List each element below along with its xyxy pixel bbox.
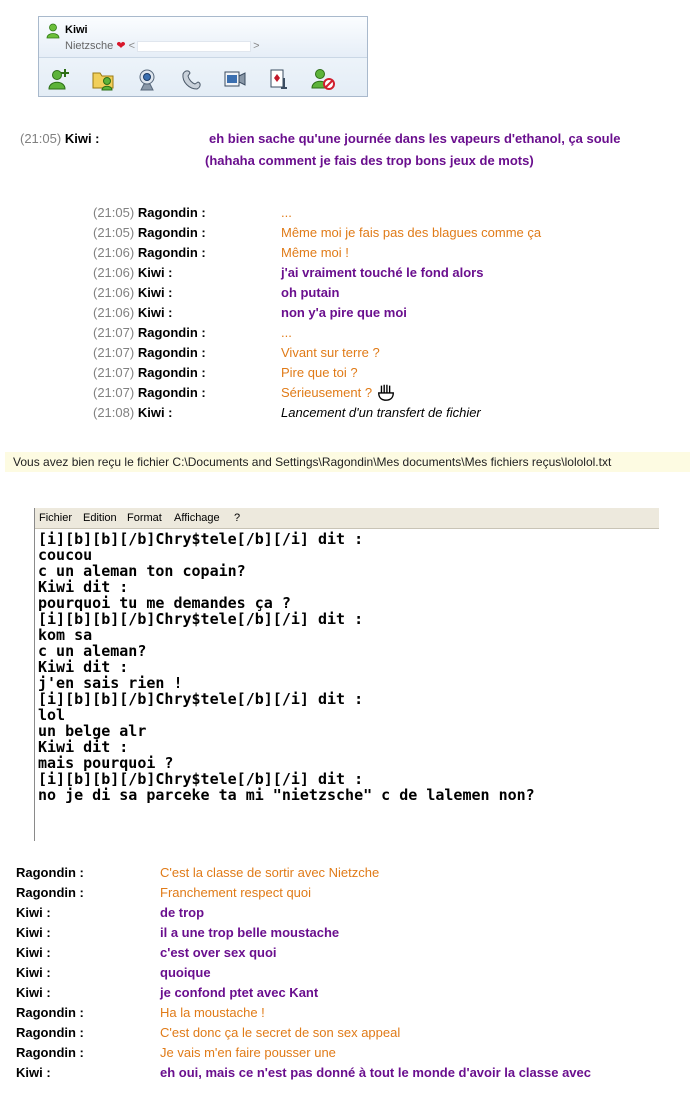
- message-text: Même moi !: [281, 245, 349, 260]
- sender-name: Ragondin :: [16, 1045, 84, 1060]
- message-text: Pire que toi ?: [281, 365, 358, 380]
- menu-help[interactable]: ?: [234, 512, 241, 524]
- message-text: Franchement respect quoi: [160, 885, 312, 900]
- message-text: ...: [281, 325, 292, 340]
- menu-fichier[interactable]: Fichier: [39, 512, 73, 524]
- message-text: Je vais m'en faire pousser une: [160, 1045, 336, 1060]
- notepad-line: pourquoi tu me demandes ça ?: [38, 594, 291, 612]
- sender-name: Kiwi :: [16, 1065, 51, 1080]
- timestamp: (21:08): [93, 405, 135, 420]
- personal-message-bar: [137, 41, 251, 52]
- timestamp: (21:05): [93, 205, 135, 220]
- sender-name: Kiwi :: [16, 925, 51, 940]
- sender-name: Kiwi :: [16, 985, 51, 1000]
- notepad-line: [i][b][b][/b]Chry$tele[/b][/i] dit :: [38, 690, 364, 708]
- conversation-toolbar: [39, 63, 367, 95]
- sender-name: Ragondin :: [137, 325, 206, 340]
- message-text: non y'a pire que moi: [281, 305, 407, 320]
- contact-status-text: Nietzsche: [65, 40, 114, 52]
- notepad-line: Kiwi dit :: [38, 578, 129, 596]
- message-text: oh putain: [281, 285, 340, 300]
- notepad-line: mais pourquoi ?: [38, 754, 174, 772]
- chat-line-header: [93, 205, 206, 221]
- timestamp: (21:07): [93, 365, 135, 380]
- message-text: Même moi je fais pas des blagues comme ça: [281, 225, 542, 240]
- next-arrow-icon[interactable]: >: [253, 40, 260, 52]
- call-icon[interactable]: [177, 66, 205, 92]
- notepad-line: [i][b][b][/b]Chry$tele[/b][/i] dit :: [38, 530, 364, 548]
- notepad-window: [34, 508, 659, 841]
- message-text: C'est donc ça le secret de son sex appeal: [160, 1025, 401, 1040]
- message-text: il a une trop belle moustache: [160, 925, 340, 940]
- video-clip-icon[interactable]: [221, 66, 249, 92]
- message-text: Vivant sur terre ?: [281, 345, 380, 360]
- chat-line-header: [93, 245, 206, 261]
- sender-name: Kiwi :: [64, 131, 100, 146]
- block-contact-icon[interactable]: [309, 66, 337, 92]
- chat-line-header: [93, 385, 206, 401]
- timestamp: (21:05): [93, 225, 135, 240]
- message-text: C'est la classe de sortir avec Nietzche: [160, 865, 380, 880]
- notepad-line: c un aleman?: [38, 642, 147, 660]
- contact-info-bar: [39, 17, 367, 58]
- sender-name: Ragondin :: [16, 865, 84, 880]
- webcam-icon[interactable]: [133, 66, 161, 92]
- timestamp: (21:06): [93, 305, 135, 320]
- notepad-line: coucou: [38, 546, 93, 564]
- sender-name: Kiwi :: [16, 905, 51, 920]
- sender-name: Kiwi :: [137, 305, 173, 320]
- sender-name: Kiwi :: [137, 405, 173, 420]
- sender-name: Ragondin :: [137, 225, 206, 240]
- notepad-line: [i][b][b][/b]Chry$tele[/b][/i] dit :: [38, 770, 364, 788]
- prev-arrow-icon[interactable]: <: [128, 40, 136, 52]
- notepad-line: lol: [38, 706, 66, 724]
- notepad-line: [i][b][b][/b]Chry$tele[/b][/i] dit :: [38, 610, 364, 628]
- menu-format[interactable]: Format: [127, 512, 162, 524]
- sender-name: Ragondin :: [16, 1025, 84, 1040]
- notepad-line: kom sa: [38, 626, 93, 644]
- message-text: ...: [281, 205, 292, 220]
- chat-line: [20, 131, 100, 147]
- notepad-text-area[interactable]: [38, 531, 535, 803]
- message-text: eh oui, mais ce n'est pas donné à tout le monde d'avoir la classe avec: [160, 1065, 591, 1080]
- contact-header: [38, 16, 368, 97]
- menu-affichage[interactable]: Affichage: [174, 512, 220, 524]
- chat-line-header: [93, 305, 173, 321]
- timestamp: (21:07): [93, 345, 135, 360]
- sender-name: Ragondin :: [137, 245, 206, 260]
- send-files-icon[interactable]: [89, 66, 117, 92]
- sender-name: Kiwi :: [16, 965, 51, 980]
- sender-name: Ragondin :: [16, 885, 84, 900]
- invite-contact-icon[interactable]: [45, 66, 73, 92]
- message-text: Sérieusement ?: [281, 385, 373, 400]
- message-text: Ha la moustache !: [160, 1005, 265, 1020]
- sender-name: Kiwi :: [16, 945, 51, 960]
- timestamp: (21:06): [93, 285, 135, 300]
- file-received-notice: Vous avez bien reçu le fichier C:\Documents and Settings\Ragondin\Mes documents\Mes fichiers reçus\lololol.txt: [5, 452, 690, 472]
- timestamp: (21:05): [20, 131, 62, 146]
- notepad-menu-bar: [35, 508, 659, 529]
- chat-line-header: [93, 405, 173, 421]
- buddy-icon: [45, 23, 61, 39]
- message-text: je confond ptet avec Kant: [160, 985, 319, 1000]
- notepad-line: c un aleman ton copain?: [38, 562, 246, 580]
- sender-name: Ragondin :: [137, 385, 206, 400]
- contact-name: Kiwi: [65, 24, 88, 36]
- chat-line-header: [93, 265, 173, 281]
- message-text: de trop: [160, 905, 205, 920]
- message-text: (hahaha comment je fais des trop bons jeux de mots): [205, 153, 534, 168]
- notepad-line: no je di sa parceke ta mi "nietzsche" c de lalemen non?: [38, 786, 535, 804]
- timestamp: (21:07): [93, 385, 135, 400]
- sender-name: Ragondin :: [16, 1005, 84, 1020]
- timestamp: (21:07): [93, 325, 135, 340]
- heart-icon: ❤: [116, 40, 126, 52]
- message-text: j'ai vraiment touché le fond alors: [281, 265, 484, 280]
- chat-line-header: [93, 225, 206, 241]
- timestamp: (21:06): [93, 265, 135, 280]
- games-icon[interactable]: [265, 66, 293, 92]
- message-text: eh bien sache qu'une journée dans les vapeurs d'ethanol, ça soule: [209, 131, 621, 146]
- chat-line-header: [93, 365, 206, 381]
- sender-name: Kiwi :: [137, 285, 173, 300]
- timestamp: (21:06): [93, 245, 135, 260]
- notepad-line: j'en sais rien !: [38, 674, 183, 692]
- chat-line-header: [93, 285, 173, 301]
- chat-line-header: [93, 325, 206, 341]
- bowing-emoticon-icon: [376, 382, 396, 402]
- chat-line-header: [93, 345, 206, 361]
- message-text: quoique: [160, 965, 211, 980]
- sender-name: Ragondin :: [137, 365, 206, 380]
- sender-name: Ragondin :: [137, 205, 206, 220]
- sender-name: Ragondin :: [137, 345, 206, 360]
- notepad-line: Kiwi dit :: [38, 738, 129, 756]
- message-text: Lancement d'un transfert de fichier: [281, 405, 481, 420]
- notepad-line: un belge alr: [38, 722, 147, 740]
- notepad-line: Kiwi dit :: [38, 658, 129, 676]
- message-text: c'est over sex quoi: [160, 945, 277, 960]
- contact-status-line: [65, 39, 260, 52]
- sender-name: Kiwi :: [137, 265, 173, 280]
- menu-edition[interactable]: Edition: [83, 512, 117, 524]
